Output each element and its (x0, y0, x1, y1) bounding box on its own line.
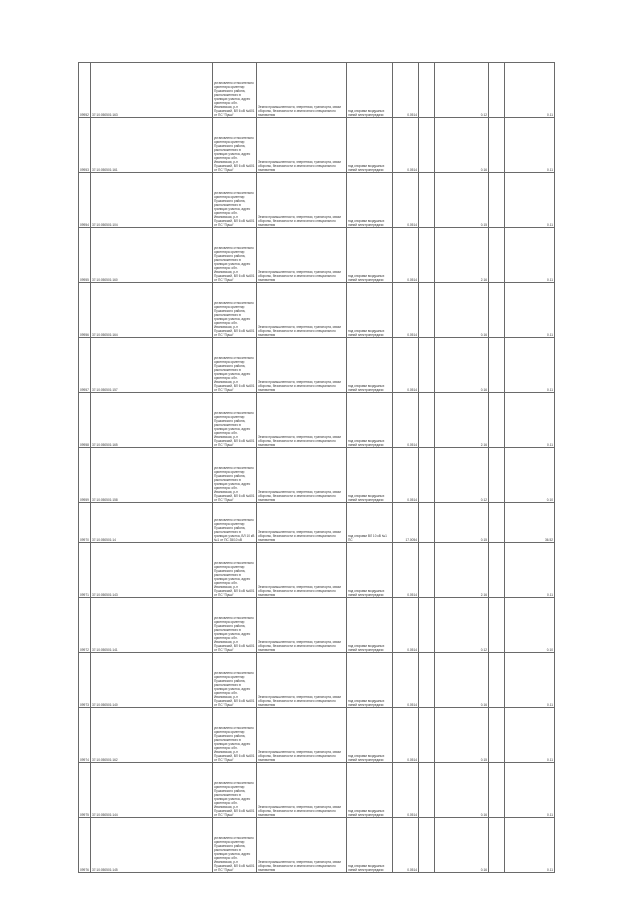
cell-location: установлено относительно ориентира ориентир Пушкинского района, расположенного в границах участка, адрес ориентира: обл. Ивановская, р-н Пушкинский, ВЛ 6 кВ №601 от ПС "Пушк" (213, 448, 257, 503)
cell-value-2: 0.11 (505, 393, 555, 448)
cell-area: 0.0514 (393, 653, 419, 708)
cell-permitted-use: под опорами воздушных линий электропередачи (347, 338, 393, 393)
cell-empty (419, 393, 435, 448)
cell-value-1: 0.12 (435, 598, 489, 653)
cell-value-1: 0.16 (435, 118, 489, 173)
cell-land-category: Земли промышленности, энергетики, транспорта, связи обороны, безопасности и земли иного специального назначения (257, 448, 347, 503)
cell-empty (489, 118, 505, 173)
cell-value-1: 0.15 (435, 708, 489, 763)
table-row (79, 503, 555, 543)
cell-empty (489, 653, 505, 708)
cell-value-1: 2.16 (435, 543, 489, 598)
cell-cadastral-number: 37:10:050501:140 (91, 653, 213, 708)
cell-empty (419, 338, 435, 393)
cell-area: 0.0514 (393, 283, 419, 338)
cell-location: установлено относительно ориентира ориентир Пушкинского района, расположенного в границах участка, адрес ориентира: обл. Ивановская, р-н Пушкинский, ВЛ 6 кВ №601 от ПС "Пушк" (213, 63, 257, 118)
cell-value-2: 0.11 (505, 228, 555, 283)
cell-empty (419, 63, 435, 118)
cell-area: 0.0514 (393, 708, 419, 763)
cell-area: 0.0514 (393, 338, 419, 393)
cell-record-number: 09972 (79, 598, 91, 653)
cell-record-number: 09952 (79, 63, 91, 118)
cell-record-number: 09956 (79, 283, 91, 338)
cell-empty (419, 653, 435, 708)
cell-permitted-use: под опорами воздушных линий электропередачи (347, 228, 393, 283)
cell-cadastral-number: 37:10:050501:141 (91, 598, 213, 653)
cell-permitted-use: под опорами воздушных линий электропередачи (347, 653, 393, 708)
cell-value-1: 0.16 (435, 763, 489, 818)
cell-cadastral-number: 37:10:050501:145 (91, 818, 213, 873)
cell-cadastral-number: 37:10:050501:14 (91, 503, 213, 543)
cell-cadastral-number: 37:10:050501:157 (91, 338, 213, 393)
cell-value-1: 0.16 (435, 283, 489, 338)
table-row (79, 283, 555, 338)
cell-cadastral-number: 37:10:050501:104 (91, 173, 213, 228)
cell-location: установлено относительно ориентира ориентир Пушкинского района, расположенного в границах участка, адрес ориентира: обл. Ивановская, р-н Пушкинский, ВЛ 6 кВ №601 от ПС "Пушк" (213, 653, 257, 708)
cell-value-2: 0.11 (505, 63, 555, 118)
cell-value-1: 0.12 (435, 63, 489, 118)
cell-location: установлено относительно ориентира ориентир Пушкинского района, расположенного в границах участка, адрес ориентира: обл. Ивановская, р-н Пушкинский, ВЛ 6 кВ №601 от ПС "Пушк" (213, 708, 257, 763)
table-row (79, 173, 555, 228)
cell-permitted-use: под опорами воздушных линий электропередачи (347, 708, 393, 763)
cell-empty (419, 228, 435, 283)
cell-empty (489, 338, 505, 393)
cell-value-2: 36.52 (505, 503, 555, 543)
cell-value-1: 0.16 (435, 653, 489, 708)
cell-empty (489, 283, 505, 338)
table-row (79, 818, 555, 873)
table-row (79, 708, 555, 763)
cell-land-category: Земли промышленности, энергетики, транспорта, связи обороны, безопасности и земли иного специального назначения (257, 228, 347, 283)
cell-empty (489, 448, 505, 503)
cell-cadastral-number: 37:10:050501:162 (91, 708, 213, 763)
table-row (79, 448, 555, 503)
cell-cadastral-number: 37:10:050501:160 (91, 228, 213, 283)
table-row (79, 338, 555, 393)
cell-land-category: Земли промышленности, энергетики, транспорта, связи обороны, безопасности и земли иного специального назначения (257, 503, 347, 543)
cell-empty (419, 173, 435, 228)
cell-value-2: 0.11 (505, 543, 555, 598)
cell-land-category: Земли промышленности, энергетики, транспорта, связи обороны, безопасности и земли иного специального назначения (257, 818, 347, 873)
cell-empty (489, 708, 505, 763)
cell-value-2: 0.11 (505, 818, 555, 873)
cell-area: 0.0514 (393, 818, 419, 873)
cell-location: установлено относительно ориентира ориентир Пушкинского района, расположенного в границах участка, адрес ориентира: обл. Ивановская, р-н Пушкинский, ВЛ 6 кВ №601 от ПС "Пушк" (213, 818, 257, 873)
cell-location: установлено относительно ориентира ориентир Пушкинского района, расположенного в границах участка, адрес ориентира: обл. Ивановская, р-н Пушкинский, ВЛ 6 кВ №601 от ПС "Пушк" (213, 338, 257, 393)
cell-permitted-use: под опорами воздушных линий электропередачи (347, 283, 393, 338)
cell-land-category: Земли промышленности, энергетики, транспорта, связи обороны, безопасности и земли иного специального назначения (257, 763, 347, 818)
cell-empty (419, 118, 435, 173)
cell-empty (419, 818, 435, 873)
table-row (79, 543, 555, 598)
cell-record-number: 09958 (79, 393, 91, 448)
cell-record-number: 09970 (79, 503, 91, 543)
cell-area: 0.0514 (393, 63, 419, 118)
cell-area: 17.0054 (393, 503, 419, 543)
cell-permitted-use: под опорами воздушных линий электропередачи (347, 118, 393, 173)
cell-empty (419, 283, 435, 338)
cell-cadastral-number: 37:10:050501:158 (91, 448, 213, 503)
cell-empty (419, 448, 435, 503)
cell-value-2: 0.10 (505, 448, 555, 503)
cell-value-2: 0.10 (505, 598, 555, 653)
cell-value-2: 0.11 (505, 173, 555, 228)
cell-area: 0.0514 (393, 598, 419, 653)
cell-cadastral-number: 37:10:050501:165 (91, 393, 213, 448)
table-row (79, 598, 555, 653)
table-row (79, 118, 555, 173)
cell-empty (489, 63, 505, 118)
cell-land-category: Земли промышленности, энергетики, транспорта, связи обороны, безопасности и земли иного специального назначения (257, 543, 347, 598)
cell-location: установлено относительно ориентира ориентир Пушкинского района, расположенного в границах участка, адрес ориентира: обл. Ивановская, р-н Пушкинский, ВЛ 6 кВ №601 от ПС "Пушк" (213, 393, 257, 448)
cell-record-number: 09954 (79, 173, 91, 228)
cell-area: 0.0514 (393, 393, 419, 448)
cell-location: установлено относительно ориентира ориентир Пушкинского района, расположенного в границах участка, адрес ориентира: обл. Ивановская, р-н Пушкинский, ВЛ 6 кВ №601 от ПС "Пушк" (213, 118, 257, 173)
cell-empty (489, 818, 505, 873)
table-body (79, 63, 555, 873)
cell-value-1: 0.15 (435, 173, 489, 228)
cell-empty (489, 393, 505, 448)
cell-empty (419, 598, 435, 653)
cell-permitted-use: под опорами воздушных линий электропередачи (347, 818, 393, 873)
table-row (79, 763, 555, 818)
cell-area: 0.0514 (393, 173, 419, 228)
cell-value-1: 2.16 (435, 228, 489, 283)
table-row (79, 63, 555, 118)
cell-empty (419, 708, 435, 763)
cell-value-1: 0.16 (435, 818, 489, 873)
cell-empty (419, 763, 435, 818)
cell-location: установлено относительно ориентира ориентир Пушкинского района, расположенного в границах участка, адрес ориентира: обл. Ивановская, р-н Пушкинский, ВЛ 6 кВ №601 от ПС "Пушк" (213, 173, 257, 228)
cell-empty (489, 228, 505, 283)
cell-cadastral-number: 37:10:050501:164 (91, 283, 213, 338)
cell-value-1: 0.16 (435, 338, 489, 393)
cell-value-2: 0.11 (505, 763, 555, 818)
cell-land-category: Земли промышленности, энергетики, транспорта, связи обороны, безопасности и земли иного специального назначения (257, 173, 347, 228)
cell-land-category: Земли промышленности, энергетики, транспорта, связи обороны, безопасности и земли иного специального назначения (257, 63, 347, 118)
cell-value-2: 0.11 (505, 338, 555, 393)
cell-permitted-use: под опорами воздушных линий электропередачи (347, 543, 393, 598)
cell-cadastral-number: 37:10:050501:143 (91, 543, 213, 598)
cell-cadastral-number: 37:10:050501:161 (91, 118, 213, 173)
cell-record-number: 09971 (79, 543, 91, 598)
table-row (79, 653, 555, 708)
cell-location: установлено относительно ориентира ориентир Пушкинского района, расположенного в границах участка, адрес ориентира: обл. Ивановская, р-н Пушкинский, ВЛ 6 кВ №601 от ПС "Пушк" (213, 763, 257, 818)
table-row (79, 393, 555, 448)
cell-land-category: Земли промышленности, энергетики, транспорта, связи обороны, безопасности и земли иного специального назначения (257, 338, 347, 393)
cell-record-number: 09953 (79, 118, 91, 173)
cell-record-number: 09959 (79, 448, 91, 503)
land-parcel-table (78, 62, 555, 873)
cell-empty (489, 503, 505, 543)
cell-area: 0.0514 (393, 118, 419, 173)
cell-land-category: Земли промышленности, энергетики, транспорта, связи обороны, безопасности и земли иного специального назначения (257, 598, 347, 653)
cell-record-number: 09957 (79, 338, 91, 393)
cell-record-number: 09955 (79, 228, 91, 283)
cell-value-2: 0.11 (505, 283, 555, 338)
cell-permitted-use: под опорами воздушных линий электропередачи (347, 448, 393, 503)
cell-value-2: 0.11 (505, 653, 555, 708)
cell-empty (489, 173, 505, 228)
cell-permitted-use: под опорами воздушных линий электропередачи (347, 173, 393, 228)
cell-record-number: 09973 (79, 653, 91, 708)
cell-empty (419, 543, 435, 598)
cell-land-category: Земли промышленности, энергетики, транспорта, связи обороны, безопасности и земли иного специального назначения (257, 653, 347, 708)
cell-empty (419, 503, 435, 543)
table-row (79, 228, 555, 283)
cell-value-2: 0.11 (505, 708, 555, 763)
cell-empty (489, 763, 505, 818)
cell-value-2: 0.11 (505, 118, 555, 173)
cell-area: 0.0514 (393, 543, 419, 598)
cell-value-1: 0.12 (435, 448, 489, 503)
cell-value-1: 0.15 (435, 503, 489, 543)
cell-permitted-use: под опорами ВЛ 10 кВ №1 ПС (347, 503, 393, 543)
cell-land-category: Земли промышленности, энергетики, транспорта, связи обороны, безопасности и земли иного специального назначения (257, 283, 347, 338)
cell-location: установлено относительно ориентира ориентир Пушкинского района, расположенного в границах участка, ВЛ 10 кВ №1 от ПС 35/10 кВ (213, 503, 257, 543)
cell-location: установлено относительно ориентира ориентир Пушкинского района, расположенного в границах участка, адрес ориентира: обл. Ивановская, р-н Пушкинский, ВЛ 6 кВ №601 от ПС "Пушк" (213, 598, 257, 653)
cell-area: 0.0514 (393, 448, 419, 503)
cell-record-number: 09975 (79, 763, 91, 818)
cell-record-number: 09974 (79, 708, 91, 763)
cell-location: установлено относительно ориентира ориентир Пушкинского района, расположенного в границах участка, адрес ориентира: обл. Ивановская, р-н Пушкинский, ВЛ 6 кВ №601 от ПС "Пушк" (213, 543, 257, 598)
cell-permitted-use: под опорами воздушных линий электропередачи (347, 763, 393, 818)
cell-value-1: 2.16 (435, 393, 489, 448)
cell-area: 0.0514 (393, 763, 419, 818)
cell-cadastral-number: 37:10:050501:163 (91, 63, 213, 118)
cell-permitted-use: под опорами воздушных линий электропередачи (347, 63, 393, 118)
cell-land-category: Земли промышленности, энергетики, транспорта, связи обороны, безопасности и земли иного специального назначения (257, 393, 347, 448)
cell-permitted-use: под опорами воздушных линий электропередачи (347, 393, 393, 448)
cell-empty (489, 598, 505, 653)
cell-area: 0.0514 (393, 228, 419, 283)
cell-location: установлено относительно ориентира ориентир Пушкинского района, расположенного в границах участка, адрес ориентира: обл. Ивановская, р-н Пушкинский, ВЛ 6 кВ №601 от ПС "Пушк" (213, 228, 257, 283)
cell-location: установлено относительно ориентира ориентир Пушкинского района, расположенного в границах участка, адрес ориентира: обл. Ивановская, р-н Пушкинский, ВЛ 6 кВ №601 от ПС "Пушк" (213, 283, 257, 338)
cell-cadastral-number: 37:10:050501:144 (91, 763, 213, 818)
cell-record-number: 09976 (79, 818, 91, 873)
cell-land-category: Земли промышленности, энергетики, транспорта, связи обороны, безопасности и земли иного специального назначения (257, 708, 347, 763)
cell-empty (489, 543, 505, 598)
cell-permitted-use: под опорами воздушных линий электропередачи (347, 598, 393, 653)
cell-land-category: Земли промышленности, энергетики, транспорта, связи обороны, безопасности и земли иного специального назначения (257, 118, 347, 173)
